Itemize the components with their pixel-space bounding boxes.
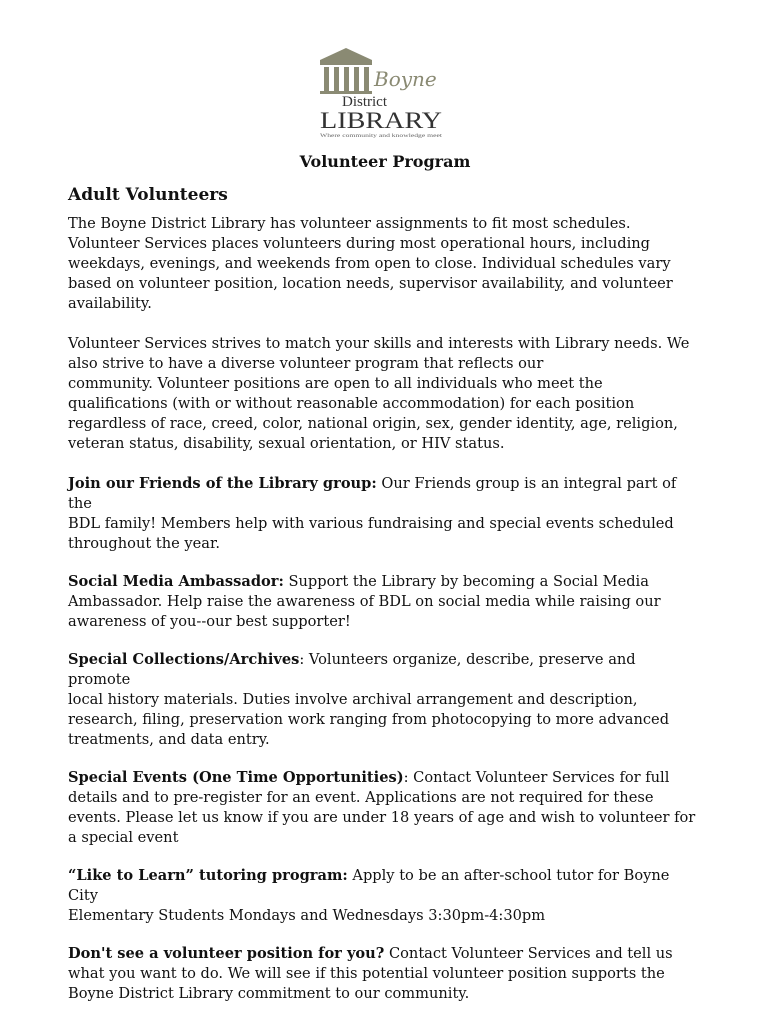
- logo-tagline: Where community and knowledge meet: [320, 133, 443, 139]
- text-line: availability.: [68, 295, 152, 312]
- text-line: The Boyne District Library has volunteer assignments to fit most schedules.: [68, 215, 631, 232]
- text-line: events. Please let us know if you are under 18 years of age and wish to volunteer for: [68, 809, 696, 826]
- social-media-ambassador-item: [68, 572, 698, 632]
- intro-paragraph: [68, 214, 698, 314]
- text-line: based on volunteer position, location needs, supervisor availability, and volunteer: [68, 275, 673, 292]
- text-line: regardless of race, creed, color, national origin, sex, gender identity, age, religion,: [68, 415, 678, 432]
- text-line: treatments, and data entry.: [68, 731, 270, 748]
- text-line: Ambassador. Help raise the awareness of BDL on social media while raising our: [68, 593, 661, 610]
- diversity-paragraph: [68, 334, 698, 454]
- item-heading: “Like to Learn” tutoring program:: [68, 867, 348, 884]
- text-line: awareness of you--our best supporter!: [68, 613, 351, 630]
- item-heading: Special Collections/Archives: [68, 651, 300, 668]
- item-heading: Don't see a volunteer position for you?: [68, 945, 385, 962]
- library-building-icon: [316, 44, 450, 140]
- text-line: Elementary Students Mondays and Wednesdays 3:30pm-4:30pm: [68, 907, 546, 924]
- text-line: local history materials. Duties involve archival arrangement and description,: [68, 691, 638, 708]
- text-line: weekdays, evenings, and weekends from open to close. Individual schedules vary: [68, 255, 671, 272]
- like-to-learn-item: [68, 866, 698, 926]
- item-heading: Special Events (One Time Opportunities): [68, 769, 404, 786]
- text-line: details and to pre-register for an event. Applications are not required for these: [68, 789, 654, 806]
- special-events-item: [68, 768, 698, 848]
- other-position-item: [68, 944, 698, 1004]
- text-line: BDL family! Members help with various fundraising and special events scheduled: [68, 515, 674, 532]
- section-heading: Adult Volunteers: [68, 185, 228, 205]
- document-body: [68, 184, 698, 1004]
- text-line: Our Friends group is an integral part of the: [68, 475, 677, 512]
- text-line: : Contact Volunteer Services for full: [403, 769, 670, 786]
- text-line: Boyne District Library commitment to our community.: [68, 985, 470, 1002]
- text-line: Contact Volunteer Services and tell us: [384, 945, 673, 962]
- text-line: community. Volunteer positions are open to all individuals who meet the: [68, 375, 603, 392]
- text-line: qualifications (with or without reasonable accommodation) for each position: [68, 395, 635, 412]
- text-line: throughout the year.: [68, 535, 220, 552]
- library-logo: [316, 44, 450, 140]
- page-title: Volunteer Program: [299, 152, 471, 171]
- text-line: Support the Library by becoming a Social Media: [283, 573, 649, 590]
- text-line: Volunteer Services places volunteers during most operational hours, including: [68, 235, 650, 252]
- logo-script-word: Boyne: [374, 67, 437, 91]
- logo-word-district: District: [342, 94, 387, 110]
- special-collections-item: [68, 650, 698, 750]
- text-line: : Volunteers organize, describe, preserve and promote: [68, 651, 636, 688]
- friends-of-library-item: [68, 474, 698, 554]
- text-line: what you want to do. We will see if this potential volunteer position supports the: [68, 965, 665, 982]
- item-heading: Join our Friends of the Library group:: [68, 475, 377, 492]
- text-line: veteran status, disability, sexual orientation, or HIV status.: [68, 435, 505, 452]
- text-line: Volunteer Services strives to match your skills and interests with Library needs. We: [68, 335, 690, 352]
- text-line: Apply to be an after-school tutor for Boyne City: [68, 867, 670, 904]
- logo-word-library: LIBRARY: [320, 108, 443, 133]
- text-line: also strive to have a diverse volunteer program that reflects our: [68, 355, 544, 372]
- text-line: a special event: [68, 829, 179, 846]
- text-line: research, filing, preservation work ranging from photocopying to more advanced: [68, 711, 670, 728]
- item-heading: Social Media Ambassador:: [68, 573, 284, 590]
